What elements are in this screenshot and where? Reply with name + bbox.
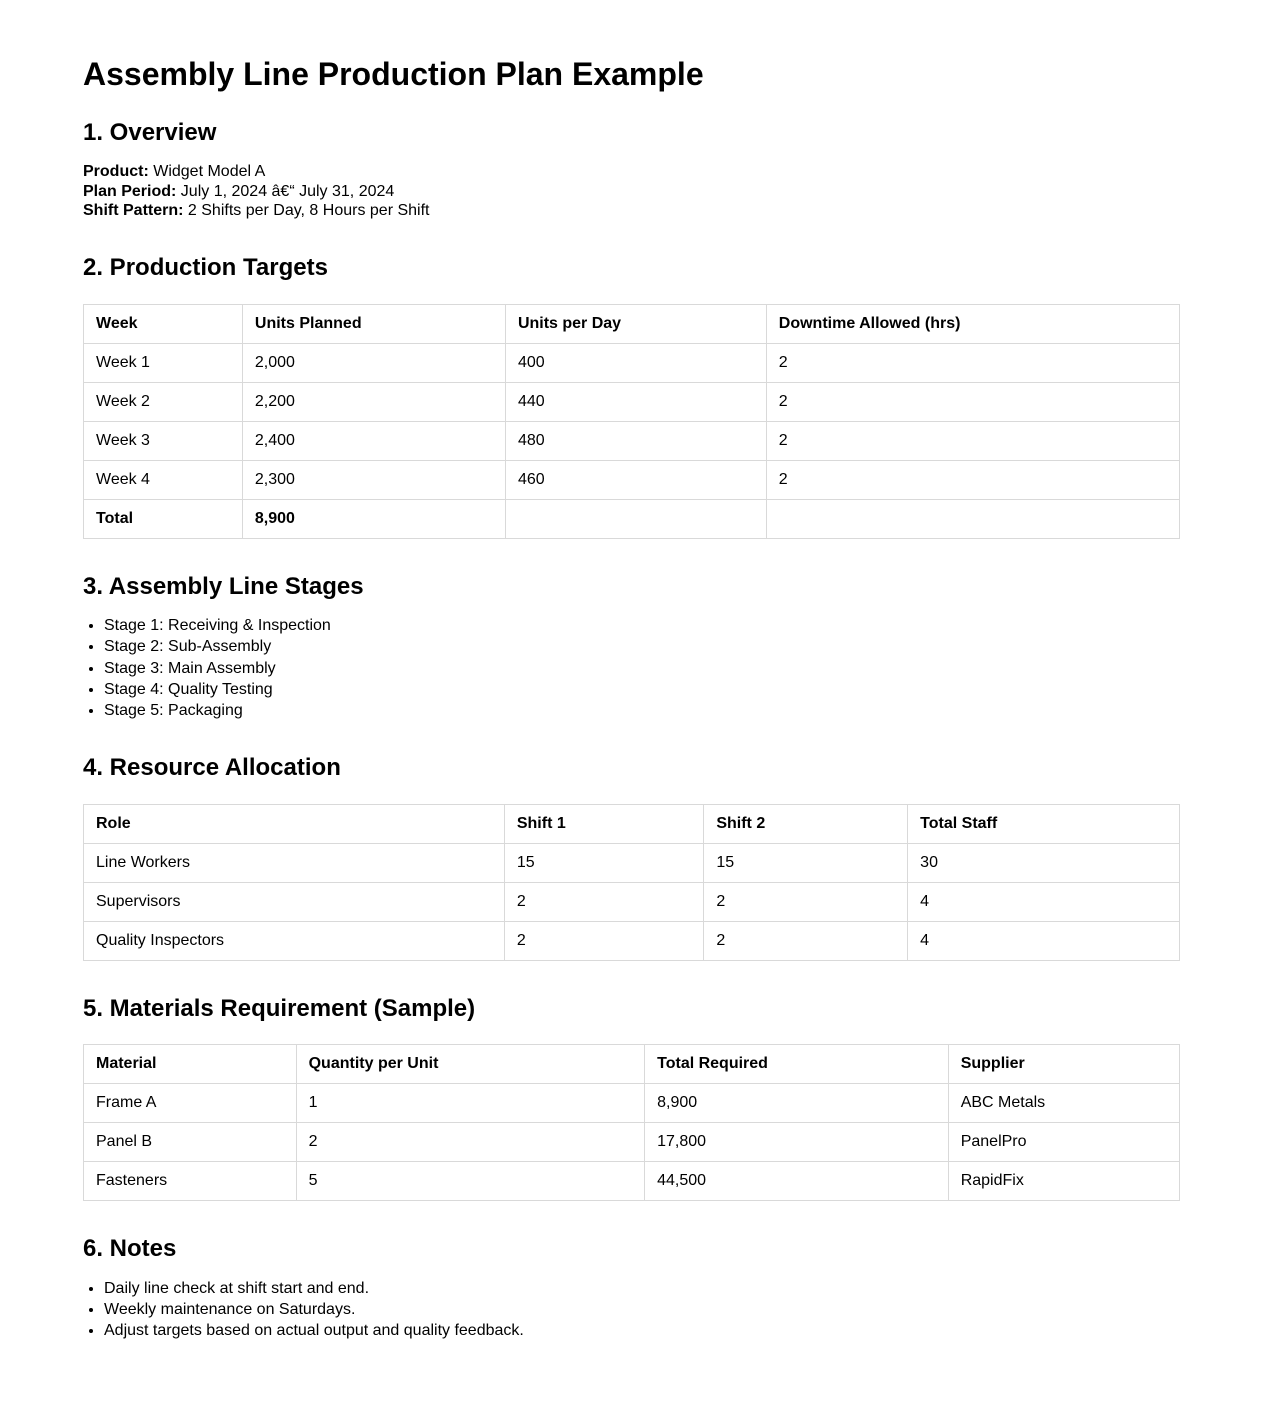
cell-units-per-day: 440 [505, 382, 766, 421]
cell-total-value: 8,900 [242, 499, 505, 538]
overview-shift-value: 2 Shifts per Day, 8 Hours per Shift [183, 201, 430, 219]
table-row [84, 421, 1180, 460]
section-heading-materials: 5. Materials Requirement (Sample) [83, 994, 476, 1022]
cell-downtime: 2 [766, 421, 1179, 460]
resource-allocation-table [83, 804, 1180, 961]
table-row [84, 843, 1180, 882]
list-item: • Stage 5: Packaging [104, 701, 1180, 720]
column-header-downtime: Downtime Allowed (hrs) [766, 304, 1179, 343]
overview-block [83, 162, 1180, 220]
materials-table [83, 1044, 1180, 1201]
cell-material: Frame A [84, 1084, 297, 1123]
cell-units-planned: 2,400 [242, 421, 505, 460]
table-row [84, 1084, 1180, 1123]
column-header-week: Week [84, 304, 243, 343]
cell-units-planned: 2,000 [242, 343, 505, 382]
notes-list [83, 1279, 1180, 1341]
cell-total-label: Total [84, 499, 243, 538]
column-header-qty-per-unit: Quantity per Unit [296, 1045, 645, 1084]
section-heading-stages: 3. Assembly Line Stages [83, 572, 364, 600]
cell-shift1: 2 [504, 882, 703, 921]
production-targets-table [83, 304, 1180, 539]
cell-qty-per-unit: 5 [296, 1162, 645, 1201]
column-header-total-staff: Total Staff [908, 804, 1180, 843]
section-heading-resources: 4. Resource Allocation [83, 754, 341, 782]
section-heading-notes: 6. Notes [83, 1235, 177, 1263]
cell-material: Fasteners [84, 1162, 297, 1201]
column-header-shift2: Shift 2 [704, 804, 908, 843]
column-header-units-planned: Units Planned [242, 304, 505, 343]
stages-list [83, 616, 1180, 720]
section-heading-overview: 1. Overview [83, 118, 217, 146]
cell-supplier: RapidFix [948, 1162, 1179, 1201]
cell-supplier: PanelPro [948, 1123, 1179, 1162]
cell-units-per-day: 480 [505, 421, 766, 460]
cell-units-planned: 2,200 [242, 382, 505, 421]
list-item: • Weekly maintenance on Saturdays. [104, 1300, 1180, 1319]
overview-period-value: July 1, 2024 â€“ July 31, 2024 [176, 182, 395, 200]
cell-empty [505, 499, 766, 538]
cell-role: Quality Inspectors [84, 921, 505, 960]
cell-shift1: 2 [504, 921, 703, 960]
cell-total-required: 17,800 [645, 1123, 949, 1162]
table-row [84, 460, 1180, 499]
cell-role: Supervisors [84, 882, 505, 921]
cell-supplier: ABC Metals [948, 1084, 1179, 1123]
cell-role: Line Workers [84, 843, 505, 882]
cell-shift1: 15 [504, 843, 703, 882]
table-total-row [84, 499, 1180, 538]
cell-downtime: 2 [766, 343, 1179, 382]
cell-material: Panel B [84, 1123, 297, 1162]
cell-shift2: 15 [704, 843, 908, 882]
overview-product-label: Product: [83, 163, 149, 181]
column-header-supplier: Supplier [948, 1045, 1179, 1084]
table-header-row [84, 1045, 1180, 1084]
cell-empty [766, 499, 1179, 538]
list-item: • Stage 1: Receiving & Inspection [104, 616, 1180, 635]
overview-shift-label: Shift Pattern: [83, 201, 184, 219]
column-header-material: Material [84, 1045, 297, 1084]
page-title: Assembly Line Production Plan Example [83, 56, 704, 92]
cell-total-required: 44,500 [645, 1162, 949, 1201]
cell-total-required: 8,900 [645, 1084, 949, 1123]
table-header-row [84, 804, 1180, 843]
list-item: • Adjust targets based on actual output and quality feedback. [104, 1321, 1180, 1340]
list-item: • Stage 2: Sub-Assembly [104, 637, 1180, 656]
table-row [84, 382, 1180, 421]
column-header-units-per-day: Units per Day [505, 304, 766, 343]
list-item: • Stage 3: Main Assembly [104, 659, 1180, 678]
cell-total-staff: 4 [908, 921, 1180, 960]
cell-qty-per-unit: 2 [296, 1123, 645, 1162]
cell-units-per-day: 400 [505, 343, 766, 382]
cell-total-staff: 30 [908, 843, 1180, 882]
list-item: • Daily line check at shift start and end. [104, 1279, 1180, 1298]
cell-week: Week 2 [84, 382, 243, 421]
overview-period-label: Plan Period: [83, 182, 177, 200]
cell-week: Week 4 [84, 460, 243, 499]
section-heading-production-targets: 2. Production Targets [83, 253, 328, 281]
cell-downtime: 2 [766, 382, 1179, 421]
cell-qty-per-unit: 1 [296, 1084, 645, 1123]
cell-units-planned: 2,300 [242, 460, 505, 499]
cell-week: Week 3 [84, 421, 243, 460]
cell-units-per-day: 460 [505, 460, 766, 499]
table-row [84, 882, 1180, 921]
overview-product-value: Widget Model A [148, 163, 266, 181]
table-row [84, 921, 1180, 960]
table-row [84, 343, 1180, 382]
cell-shift2: 2 [704, 921, 908, 960]
cell-week: Week 1 [84, 343, 243, 382]
cell-shift2: 2 [704, 882, 908, 921]
list-item: • Stage 4: Quality Testing [104, 680, 1180, 699]
table-row [84, 1162, 1180, 1201]
cell-total-staff: 4 [908, 882, 1180, 921]
column-header-total-required: Total Required [645, 1045, 949, 1084]
column-header-shift1: Shift 1 [504, 804, 703, 843]
table-header-row [84, 304, 1180, 343]
column-header-role: Role [84, 804, 505, 843]
cell-downtime: 2 [766, 460, 1179, 499]
table-row [84, 1123, 1180, 1162]
